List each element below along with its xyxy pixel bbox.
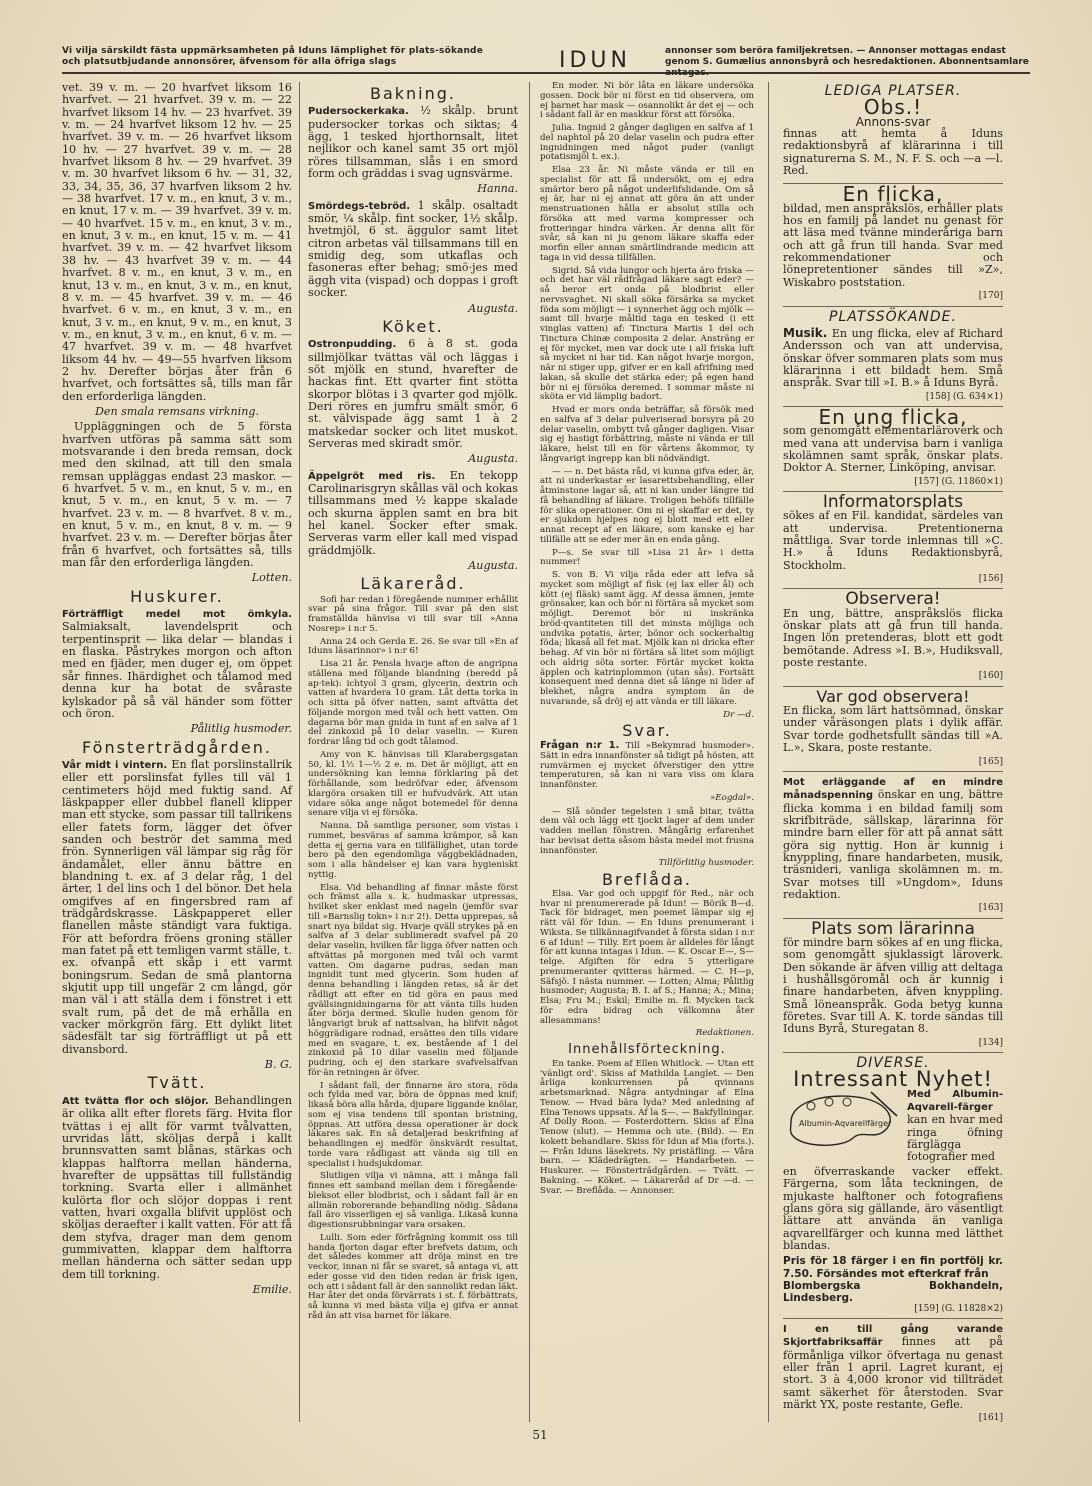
recipe-text: 6 à 8 st. goda sillmjölkar tvättas väl och läggas i söt mjölk en stund, hvarefter de hackas fint. Ett qvarter fint stötta skorpor blötas i 3 qvarter god mjölk. Deri röres en jumfru smält smör, 6 st. välvispade ägg samt 1 à 2 matskedar socker och litet muskot. Serveras med skiradt smör. [308, 337, 518, 450]
ad-text: finnas att hemta å Iduns redaktionsbyrå af klärarinna i till signaturerna S. M., N. F. S. och —a —l. Red. [783, 127, 1003, 178]
recipe-text: ½ skålp. brunt pudersocker torkas och siktas; 4 ägg, 1 tesked hjorthornsalt, litet nejlikor och kanel samt 35 ort mjöl röres tillsamman, slås i en smord form och gräddas i svag ugnsvärme. [308, 104, 518, 181]
doctor-answer: Sigrid. Så vida lungor och hjerta äro friska — och det har väl rådfrågad läkare sagt eder? — så beror ert onda på blodbrist eller nervsvaghet. Ni skall söka försärka sa mycket föda som möjligt — i synnerhet ägg och mjölk — samt till hvarje måltid taga en tesked (i ett vinglas vatten) af: Tinctura Martis 1 del och Tinctura Chinæ composita 2 delar. Ansträng er ej för mycket, men var dock ute i all friska luft så mycket ni har tid. Kan något hvarje morgon, när ni stiger upp, gifver er en kall afrifning med lakan, så skulle det stärka eder; på egen hand bör ni ej försöka deremed. I sommar måste ni sköta er vid lämplig badort. [540, 265, 754, 403]
section-heading-lediga-platser: LEDIGA PLATSER. [824, 83, 962, 99]
article-text: Till »Bekymrad husmoder». Sätt in edra innanfönster så tidigt på hösten, att rumvärmen ej mycket öfverstiger den yttre temperaturen, så kan ni vara viss om klara innanfönster. [540, 741, 754, 790]
ad-lead: I en till gång varande Skjortfabriksaffär [783, 1323, 1003, 1349]
ad-code: [160] [978, 671, 1003, 682]
classified-ad [783, 182, 1003, 306]
classified-ad [783, 686, 1003, 772]
doctor-answer: I sådant fall, der finnarne äro stora, röda och fylda med var, böra de öppnas med knif; likaså böra alla hårda, djupare liggande knölar, som ej visa tendens till spontan bristning, öppnas. Att utföra dessa operationer är dock läkares sak. En så detaljerad beskrifning af behandlingen ej medför önskvärdt resultat, torde vara rådligast att vända sig till en specialist i hudsjukdomar. [308, 1080, 518, 1169]
ad-heading: Plats som lärarinna [811, 918, 975, 939]
section-heading-tvatt: Tvätt. [147, 1073, 207, 1093]
ad-lead: Musik. [783, 325, 828, 340]
signature: Hanna. [477, 182, 518, 196]
ad-code: [161] [978, 1413, 1003, 1424]
ad-price: Pris för 18 färger i en fin portfölj kr. 7.50. Försändes mot efterkraf från [783, 1255, 1003, 1280]
ad-code: [134] [978, 1037, 1003, 1048]
table-of-contents: En tanke. Poem af Ellen Whitlock. — Utan ett 'vänligt ord'. Skiss af Mathilda Langlet. — Den årliga konkurrensen på qvinnans arbetsmarknad. Några antydningar af Elna Tenow. — Hvad bära lyda? Med anledning af Elna Tenows uppsats. Af la S—. — Bakfyllningar. Af Dolly Roon. — Fosterdottern. Skiss af Elna Tenow (slut). — Hemma och ute. (Bild). — En kokett behandlare. Skiss för Idun af Mia (forts.). — Från Iduns läsekrets. Ny pristäfling. — Våra barn. — Klädedrägten. — Handarbeten. — Huskurer. — Fönsterträdgården. — Tvätt. — Bakning. — Köket. — Läkareråd af Dr —d. — Svar. — Breflåda. — Annonser. [540, 1058, 754, 1196]
signature: Pålitlig husmoder. [190, 722, 292, 736]
ad-text: En flicka, som lärt hattsömnad, önskar under våräsongen plats i dylik affär. Svar torde godhetsfullt sändas till »A. L.», Skara, poste restante. [783, 704, 1003, 755]
section-heading-bakning: Bakning. [369, 84, 456, 103]
masthead-title: IDUN [559, 48, 631, 73]
ad-heading: Intressant Nyhet! [793, 1067, 993, 1092]
classified-ad [783, 918, 1003, 1053]
ad-heading: Informatorsplats [822, 491, 964, 512]
section-heading-diverse: DIVERSE. [856, 1055, 930, 1072]
ad-text: sökes af en Fil. kandidat, särdeles van att undervisa. Pretentionerna måttliga. Svar torde inlemnas till »C. H.» å Iduns Redaktionsbyrå, Stockholm. [783, 509, 1003, 572]
signature: Tillförlitlig husmoder. [658, 858, 754, 869]
ad-text: som genomgått elementarläroverk och med vana att undervisa barn i vanliga skolämnen samt språk, önskar plats. Doktor A. Sterner, Linköping, anvisar. [783, 424, 1003, 475]
doctor-answer: Nanna. Då samtliga personer, som vistas i rummet, besväras af samma krämpor, så kan detta ej gerna vara en tillfällighet, utan torde bero på den egendomliga väggbeklädnaden, som i alla händelser ej kan vara hygieniskt nyttig. [308, 821, 518, 880]
ad-heading: Var god observera! [816, 686, 970, 706]
classified-ad [783, 327, 1003, 407]
ad-code: [157] (G. 11860×1) [914, 476, 1003, 487]
ad-text: kan en hvar med ringa öfning färglägga fotografier med [907, 1113, 1003, 1164]
ad-seller: Blombergska Bokhandeln, Lindesberg. [783, 1279, 1003, 1305]
doctor-answer: En moder. Ni bör låta en läkare undersöka gossen. Dock bör ni först en tid observera, om ej barnet har mask — osannolikt är det ej — och i sådant fall är en maskkur först att försöka. [540, 81, 754, 121]
paint-palette-icon [783, 1088, 901, 1150]
ad-subheading: Annons-svar [855, 114, 931, 129]
section-heading-fonstertradgarden: Fönsterträdgården. [82, 737, 272, 757]
doctor-answer: Elsa. Vid behandling af finnar måste först och främst alla s. k. hudmaskar utpressas, hvilket sker enklast med nageln (jemför svar till »Barnslig tokn» i n:r 2!). Detta upprepas, så snart nya bildat sig. Hvarje qväll strykes på en salfva af 3 delar sublimeradt svafvel på 20 delar vaselin, hvilken får ligga öfver natten och aftvättas på morgonen med tvål och varmt vatten. Om dagarne pudras, sedan man ingnidit tunt med glycerin. Som huden af denna behandling i längden retas, så är det rådligt att efter en tid göra en paus med qvällsingnidningarna för att vänta tills huden åter börja dermed. Skulle huden genom för långvarigt bruk af nattsalvan, ha blifvit något höggrädigare rodnad, ersättes den tills vidare med en svagare, t. ex. bestående af 1 del zinkoxid på 10 dilar vaselin med följande pudring, och ej den starkare svafvelsalfvan för·än retningen är öfver. [308, 882, 518, 1078]
ad-code: [159] (G. 11828×2) [914, 1303, 1003, 1314]
signature: Lotten. [251, 571, 292, 585]
item-lead: Vår midt i vintern. [62, 759, 168, 771]
recipe-text: 1 skålp. osaltadt smör, ¼ skålp. fint socker, 1½ skålp. hvetmjöl, 6 st. äggulor samt litet citron arbetas väl tillsammans till en smidig deg, som utkaflas och fasoneras efter behag; smö·jes med äggh vita (vispad) och doppas i groft socker. [308, 198, 519, 300]
article-text: Behandlingen är olika allt efter florets färg. Hvita flor tvättas i ej allt för varmt tvålvatten, urvridas lätt, sköljas derpå i kallt brunnsvatten samt blånas, stärkas och klappas halftorra mellan händerna, hvarefter de uppsättas till fullständig torkning. Svarta eller i allmänhet kulörta flor och slöjor doppas i rent vatten, hvari oxgalla blifvit upplöst och sköljas deraefter i kallt vatten. För att få dem styfva, drager man dem genom gummivatten, klappar dem halftorra mellan händerna och sätter sedan upp dem till torkning. [62, 1093, 292, 1281]
classified-ad [783, 1323, 1003, 1425]
article-text: En flat porslinstallrik eller ett porslinsfat fylles till väl 1 centimeters höjd med fuktig sand. Af läskpapper eller dubbel flanell klipper man ett stycke, som passar till tallrikens eller fatets form, lägger det öfver sanden och beströr det samma med frön. Synnerligen väl lämpar sig råg för ändamålet, eller ännu bättre en blandning t. ex. af 3 delar råg, 1 del ärter, 1 del lins och 1 del bönor. Det hela omgifves af en fingersbred ram af trädgårdskrasse. Läskpapperet eller flanellen måste ständigt vara fuktiga. För att befordra fröens groning ställer man fatet på ett temligen varmt ställe, t. ex. ofvanpå ett skåp i ett varmt boningsrum. Sedan de små plantorna skjutit upp till ungefär 2 cm längd, gör man väl i att ställa dem i fönstret i ett svalt rum, på det de må erhålla en vacker mörkgrön färg. Ett dylikt litet sädesfält tar sig förträffligt ut på ett divansbord. [62, 757, 292, 1056]
ad-lead: Mot erläggande af en mindre månadspenning [783, 776, 1003, 802]
ad-text: önskar en ung, bättre flicka komma i en bildad familj som skrifbiträde, sällskap, lärarinna för mindre barn eller för att på annat sätt göra sig nyttig. Hon är kunnig i knyppling, finare handarbeten, musik, träsnideri, vanliga skolämnen m. m. Svar motses till »Ungdom», Iduns redaktion. [783, 788, 1003, 901]
section-heading-svar: Svar. [622, 721, 672, 741]
ad-text: finnes att på förmånliga vilkor öfvertaga nu genast eller från 1 april. Lagret kurant, ej stort. 3 à 4,000 kronor vid tillträdet samt säkerhet för återstoden. Svar märkt YX, poste restante, Gefle. [783, 1335, 1004, 1411]
ad-text: En ung, bättre, anspråkslös flicka önskar plats att gå frun till handa. Ingen lön pretenderas, blott ett godt bemötande. Adress »I. B.», Hudiksvall, poste restante. [783, 606, 1003, 670]
column-rule [768, 82, 769, 1422]
item-lead: Frågan n:r 1. [540, 740, 620, 751]
signature: Redaktionen. [695, 1028, 754, 1039]
ad-code: [165] [978, 756, 1003, 767]
page-header [62, 44, 1030, 78]
ad-code: [158] (G. 634×1) [925, 391, 1003, 402]
doctor-answer: P—s. Se svar till »Lisa 21 år» i detta nummer! [540, 547, 754, 568]
signature: Dr —d. [723, 709, 754, 720]
doctor-answer: Julia. Ingnid 2 gånger dagligen en salfva af 1 del naphtol på 20 delar vaselin och pudra efter ingnidningen med något puder (vanligt potatismjöl t. ex.). [540, 123, 754, 163]
section-subtitle: Den smala remsans virkning. [94, 404, 259, 418]
doctor-answer: Hvad er mors onda beträffar, så försök med en salfva af 3 delar pulveriserad borsyra på 20 delar vaselin, ombytt två gånger dagligen. Visar sig ej hastigt förbättring, måste ni vända er till läkare, helst till en för vårtens åkommor, ty långvarigt ingrepp kan bli nödvändigt. [540, 405, 754, 464]
section-heading-koket: Köket. [382, 316, 444, 336]
ad-code: [163] [978, 903, 1003, 914]
classified-ad [783, 589, 1003, 686]
ad-code: [156] [978, 574, 1003, 585]
recipe-title: Pudersockerkaka. [308, 106, 409, 118]
knitting-pattern: vet. 39 v. m. — 20 hvarfvet liksom 16 hvarfvet. — 21 hvarfvet. 39 v. m. — 22 hvarfvet liksom 14 hv. — 23 hvarfvet. 39 v. m. — 24 hvarfvet liksom 12 hv. — 25 hvarfvet. 39 v. m. — 26 hvarfvet liksom 10 hv. — 27 hvarfvet. 39 v. m. — 28 hvarfvet liksom 8 hv. — 29 hvarfvet. 39 v. m. 30 hvarfvet liksom 6 hv. — 31, 32, 33, 34, 35, 36, 37 hvarfven liksom 2 hv. — 38 hvarfvet. 17 v. m., en knut, 3 v. m., en knut, 17 v. m. — 39 hvarfvet. 39 v. m. — 40 hvarfvet. 15 v. m., en knut, 3 v. m., en knut, 3 v. m., en knut, 15 v. m. — 41 hvarfvet. 39 v. m. — 42 hvarfvet liksom 38 hv. — 43 hvarfvet 39 v. m. — 44 hvarfvet. 8 v. m., en knut, 3 v. m., en knut, 13 v. m., en knut, 3 v. m., en knut, 8 v. m. — 45 hvarfvet. 39 v. m. — 46 hvarfvet. 6 v. m., en knut, 3 v. m., en knut, 3 v. m., en knut, 9 v. m., en knut, 3 v. m., en knut, 3 v. m., en knut, 6 v. m. — 47 hvarfvet. 39 v. m. — 48 hvarfvet liksom 44 hv. — 49—55 hvarfven liksom 2 hv. Derefter börjas åter från 6 hvarfvet, och fortsättes så, tills man får den erforderliga längden. [62, 81, 292, 403]
classified-ad [783, 1067, 1003, 1319]
item-lead: Förträffligt medel mot ömkyla. [62, 609, 292, 621]
column-1 [62, 82, 292, 1427]
column-rule [299, 82, 300, 1422]
section-heading-innehall: Innehållsförteckning. [568, 1042, 726, 1057]
signature: Augusta. [468, 559, 518, 573]
ad-heading: En flicka, [842, 182, 944, 207]
doctor-answer: Elsa 23 år. Ni måste vända er till en specialist för att få undersökt, om ej edra smärtor bero på något underlifslidande. Om så ej är, har ni ej annat att göra än att under menstruationen hålla er absolut stilla och försöka att med varma kompresser och frotteringar hindra värken. Är denna allt för svår, så kan ni ju genom läkare skaffa eder morfin eller annan smärtlindrande medicin att taga in vid dessa tillfällen. [540, 165, 754, 263]
column-2 [308, 82, 518, 1412]
article-text: Salmiaksalt, lavendelsprit och terpentinsprit — lika delar — blandas i en flaska. Påstrykes morgon och afton med en fjäder, men duger ej, om öppet sår finnes. Ihärdighet och tålamod med denna kur ha botat de svåraste kylskador på så väl händer som fötter och öron. [62, 620, 292, 720]
ad-heading: Obs.! [863, 95, 923, 120]
column-4 [783, 82, 1004, 1424]
ad-text: En ung flicka, elev af Richard Andersson och van att undervisa, önskar öfver sommaren plats som mus klärarinna i ett bildadt hem. Små anspråk. Svar till »I. B.» å Iduns Byrå. [783, 326, 1004, 390]
column-rule [529, 82, 530, 1422]
classified-ad [783, 95, 1003, 184]
doctor-answer: Anna 24 och Gerda E. 26. Se svar till »En af Iduns läsarinnor» i n:r 6! [308, 636, 518, 657]
signature: B. G. [264, 1058, 292, 1072]
recipe-text: En tekopp Carolinarisgryn skållas väl och kokas tillsammans med ½ kappe skalade och skurna äpplen samt en bra bit hel kanel. Socker efter smak. Serveras varm eller kall med vispad gräddmjölk. [308, 468, 518, 557]
doctor-answer: Slutligen vilja vi nämna, att i många fall finnes ett samband mellan dem i föregående· bleksot eller blodbrist, och i sådant fall är en allmän roborerande behandling nödig. Sådana fall äro visserligen ej så vanliga. Likaså kunna digestionsrubbningar vara orsaken. [308, 1171, 518, 1231]
doctor-answer: Sofi har redan i föregående nummer erhållit svar på sina frågor. Till svar på den sist framställda hänvisa vi till svar till »Anna Nosrep» i n:r 5. [308, 594, 518, 634]
article-text: — Slå sönder tegelsten i små bitar, tvätta dem väl och lägg ett tjockt lager af dem under vadden mellan fönstren. Mångårig erfarenhet har bevisat detta såsom bästa medel mot frusna innanfönster. [540, 806, 754, 856]
recipe-title: Smördegs-tebröd. [308, 200, 411, 212]
palette-label: Albumin-Aqvarellfärger [799, 1118, 892, 1128]
doctor-answer: Amy von K. hänvisas till Klarabergsgatan 50, kl. 1½ 1—½ 2 e. m. Det är möjligt, att en undersökning kan lemna förklaring på det förhållande, som bedröfvar eder, äfvensom klargöra orsaken till er hufvudvärk. Att utan vidare söka ange något botemedel för denna senare vilja vi ej försöka. [308, 749, 518, 819]
ad-lead: Med Albumin-Aqvarell-färger [907, 1088, 1003, 1114]
column-3 [540, 82, 754, 1427]
recipe-title: Ostronpudding. [308, 339, 397, 351]
page-number: 51 [532, 1428, 548, 1442]
section-heading-breflada: Breflåda. [602, 870, 692, 889]
doctor-answer: S. von B. Vi vilja råda eder att lefva så mycket som möjligt af fisk (ej lax eller ål) och kött (ej fläsk) samt ägg. Af dessa ämnen, jemte grönsaker, kan och bör ni förtära så mycket som möjligt. Deremot bör ni inskränka bröd·qvantiteten till det minsta möjliga och undvika potatis, ärter, bönor och sockerhaltig föda; likaså all fet mat. Mjölk kan ni dricka efter behag. Af vin bör ni förtära så litet som möjligt och aldrig söta sorter. Förtär mycket kokta äpplen och katrinplommon (utan sås). Fortsätt konsequent med denna diet så länge ni lider af blekhet, några andra symptom än de nuvarande, så dröj ej att vända er till läkare. [540, 570, 754, 707]
signature: Augusta. [468, 452, 518, 466]
section-heading-huskurer: Huskurer. [130, 586, 224, 606]
ad-text: bildad, men anspråkslös, erhåller plats hos en familj på landet nu genast för att läsa med tvänne minderåriga barn och att gå frun till handa. Svar med rekommendationer och lönepretentioner sändes till »Z», Wiskabro poststation. [783, 201, 1003, 289]
classified-ad [783, 404, 1003, 492]
section-heading-lakarerad: Läkareråd. [360, 574, 466, 594]
recipe-title: Äppelgröt med ris. [308, 470, 436, 482]
item-lead: Att tvätta flor och slöjor. [62, 1095, 209, 1107]
signature: »Eogdal». [709, 792, 754, 803]
ad-text: en öfverraskande vacker effekt. Färgerna, som låta teckningen, de mjukaste halftoner och fotografiens glans göra sig gällande, äro väsentligt lättare att använda än vanliga aqvarellfärger och kunna med lätthet blandas. [783, 1164, 1003, 1252]
header-right-notice: annonser som beröra familjekretsen. — Annonser mottagas endast genom S. Gumælius annonsbyrå och hesredaktionen. Abonnentsamlare antagas. [665, 46, 1029, 78]
signature: Augusta. [468, 301, 518, 315]
signature: Emilie. [252, 1282, 292, 1296]
ad-code: [170] [978, 291, 1003, 302]
section-heading-platssokande: PLATSSÖKANDE. [829, 308, 957, 325]
ad-heading: En ung flicka, [818, 404, 968, 429]
ad-heading: Observera! [845, 589, 941, 610]
classified-ad [783, 776, 1003, 919]
ad-text: för mindre barn sökes af en ung flicka, som genomgått sjuklassigt läroverk. Den sökande är äfven villig att deltaga i hushållsgöromål och är kunnig i finare handarbeten, äfven knyppling. Små löneanspråk. Goda betyg kunna företes. Svar till A. K. torde sändas till Iduns Byrå, Sturegatan 8. [783, 935, 1003, 1036]
doctor-answer: Lulli. Som eder förfrågning kommit oss till handa fjorton dagar efter brefvets datum, och det således kommer att dröja minst en tre veckor, innan ni får se svaret, så antaga vi, att eder gosse vid den tiden redan är frisk igen, och att i sådant fall är den sannolikt redan läkt. Har åter det onda förvärrats i st. f. förbättrats, så kunna vi med bästa vilja ej gifva er annat råd än att visa barnet för läkare. [308, 1232, 519, 1321]
letter-box-text: Elsa. Var god och uppgif för Red., när och hvar ni prenumererade på Idun! — Börik B—d. Tack för bidraget, men poemet lämpar sig ej rätt väl för Idun. — En Iduns prenumerant i Wiksta. Se tillkännagifvandet å första sidan i n:r 6 af Idun! — Tilly. Ert poem är alldeles för långt för att kunna intagas i Idun. — K. Oscar E—, S—telge. Afgiften för edra 5 ytterligare prenumeranter qvitteras härmed. — C. H—p, Säfsjö. I nästa nummer. — Lotten; Alma; Pålitlig husmoder; Augusta; B. I. af S.; Hanna; A.; Mina; Elsa; Fru M.; Eskil; Emilie m. fl. Mycken tack för edra bidrag och välkomna åter allesammans! [540, 888, 754, 1026]
article-text: Uppläggningen och de 5 första hvarfven utföras på samma sätt som motsvarande i den breda remsan, dock med den skilnad, att till den smala remsan uppläggas endast 23 maskor. — 6 hvarfvet. 5 v. m., en knut, 5 v. m., en knut, 5 v. m., en knut, 5 v. m. — 7 hvarfvet. 23 v. m. — 8 hvarfvet. 8 v. m., en knut, 5 v. m., en knut, 8 v. m. — 9 hvarfvet. 23 v. m. — Derefter börjas åter från 6 hvarfvet, och fortsättes så, tills man får den erforderliga längden. [62, 420, 292, 570]
doctor-answer: — — n. Det bästa råd, vi kunna gifva eder, är, att ni underkastar er lasarettsbehandling, eller åtminstone lagar så, att ni kan under längre tid få behandling af läkare. Troligen behöfs tillfälle för slika operationer. Om ni ej skaffar er det, ty er sjukdom hjelpes nog ej blott med ett eller annat recept af en läkare, som kanske ej har tillfälle att se eder mer än en enda gång. [540, 466, 754, 545]
doctor-answer: Lisa 21 år. Pensla hvarje afton de angripna ställena med följande blandning (beredd på ap·tek): ichtyol 3 gram, glycerin, dextrin och vatten af hvardera 10 gram. Låt detta torka in och sitta på öfver natten, samt aftvätta det följande morgon med tvål och hett vatten. Om dagarna bör man gnida in tunt af en salva af 1 del zinkoxid på 10 delar vaselin. — Kuren fordrar lång tid och godt tålamod. [308, 659, 518, 748]
classified-ad [783, 491, 1003, 589]
header-left-notice: Vi vilja särskildt fästa uppmärksamheten på Iduns lämplighet för plats-sökande och platsutbjudande annonsörer, äfvensom för alla öfriga slags [62, 46, 483, 67]
